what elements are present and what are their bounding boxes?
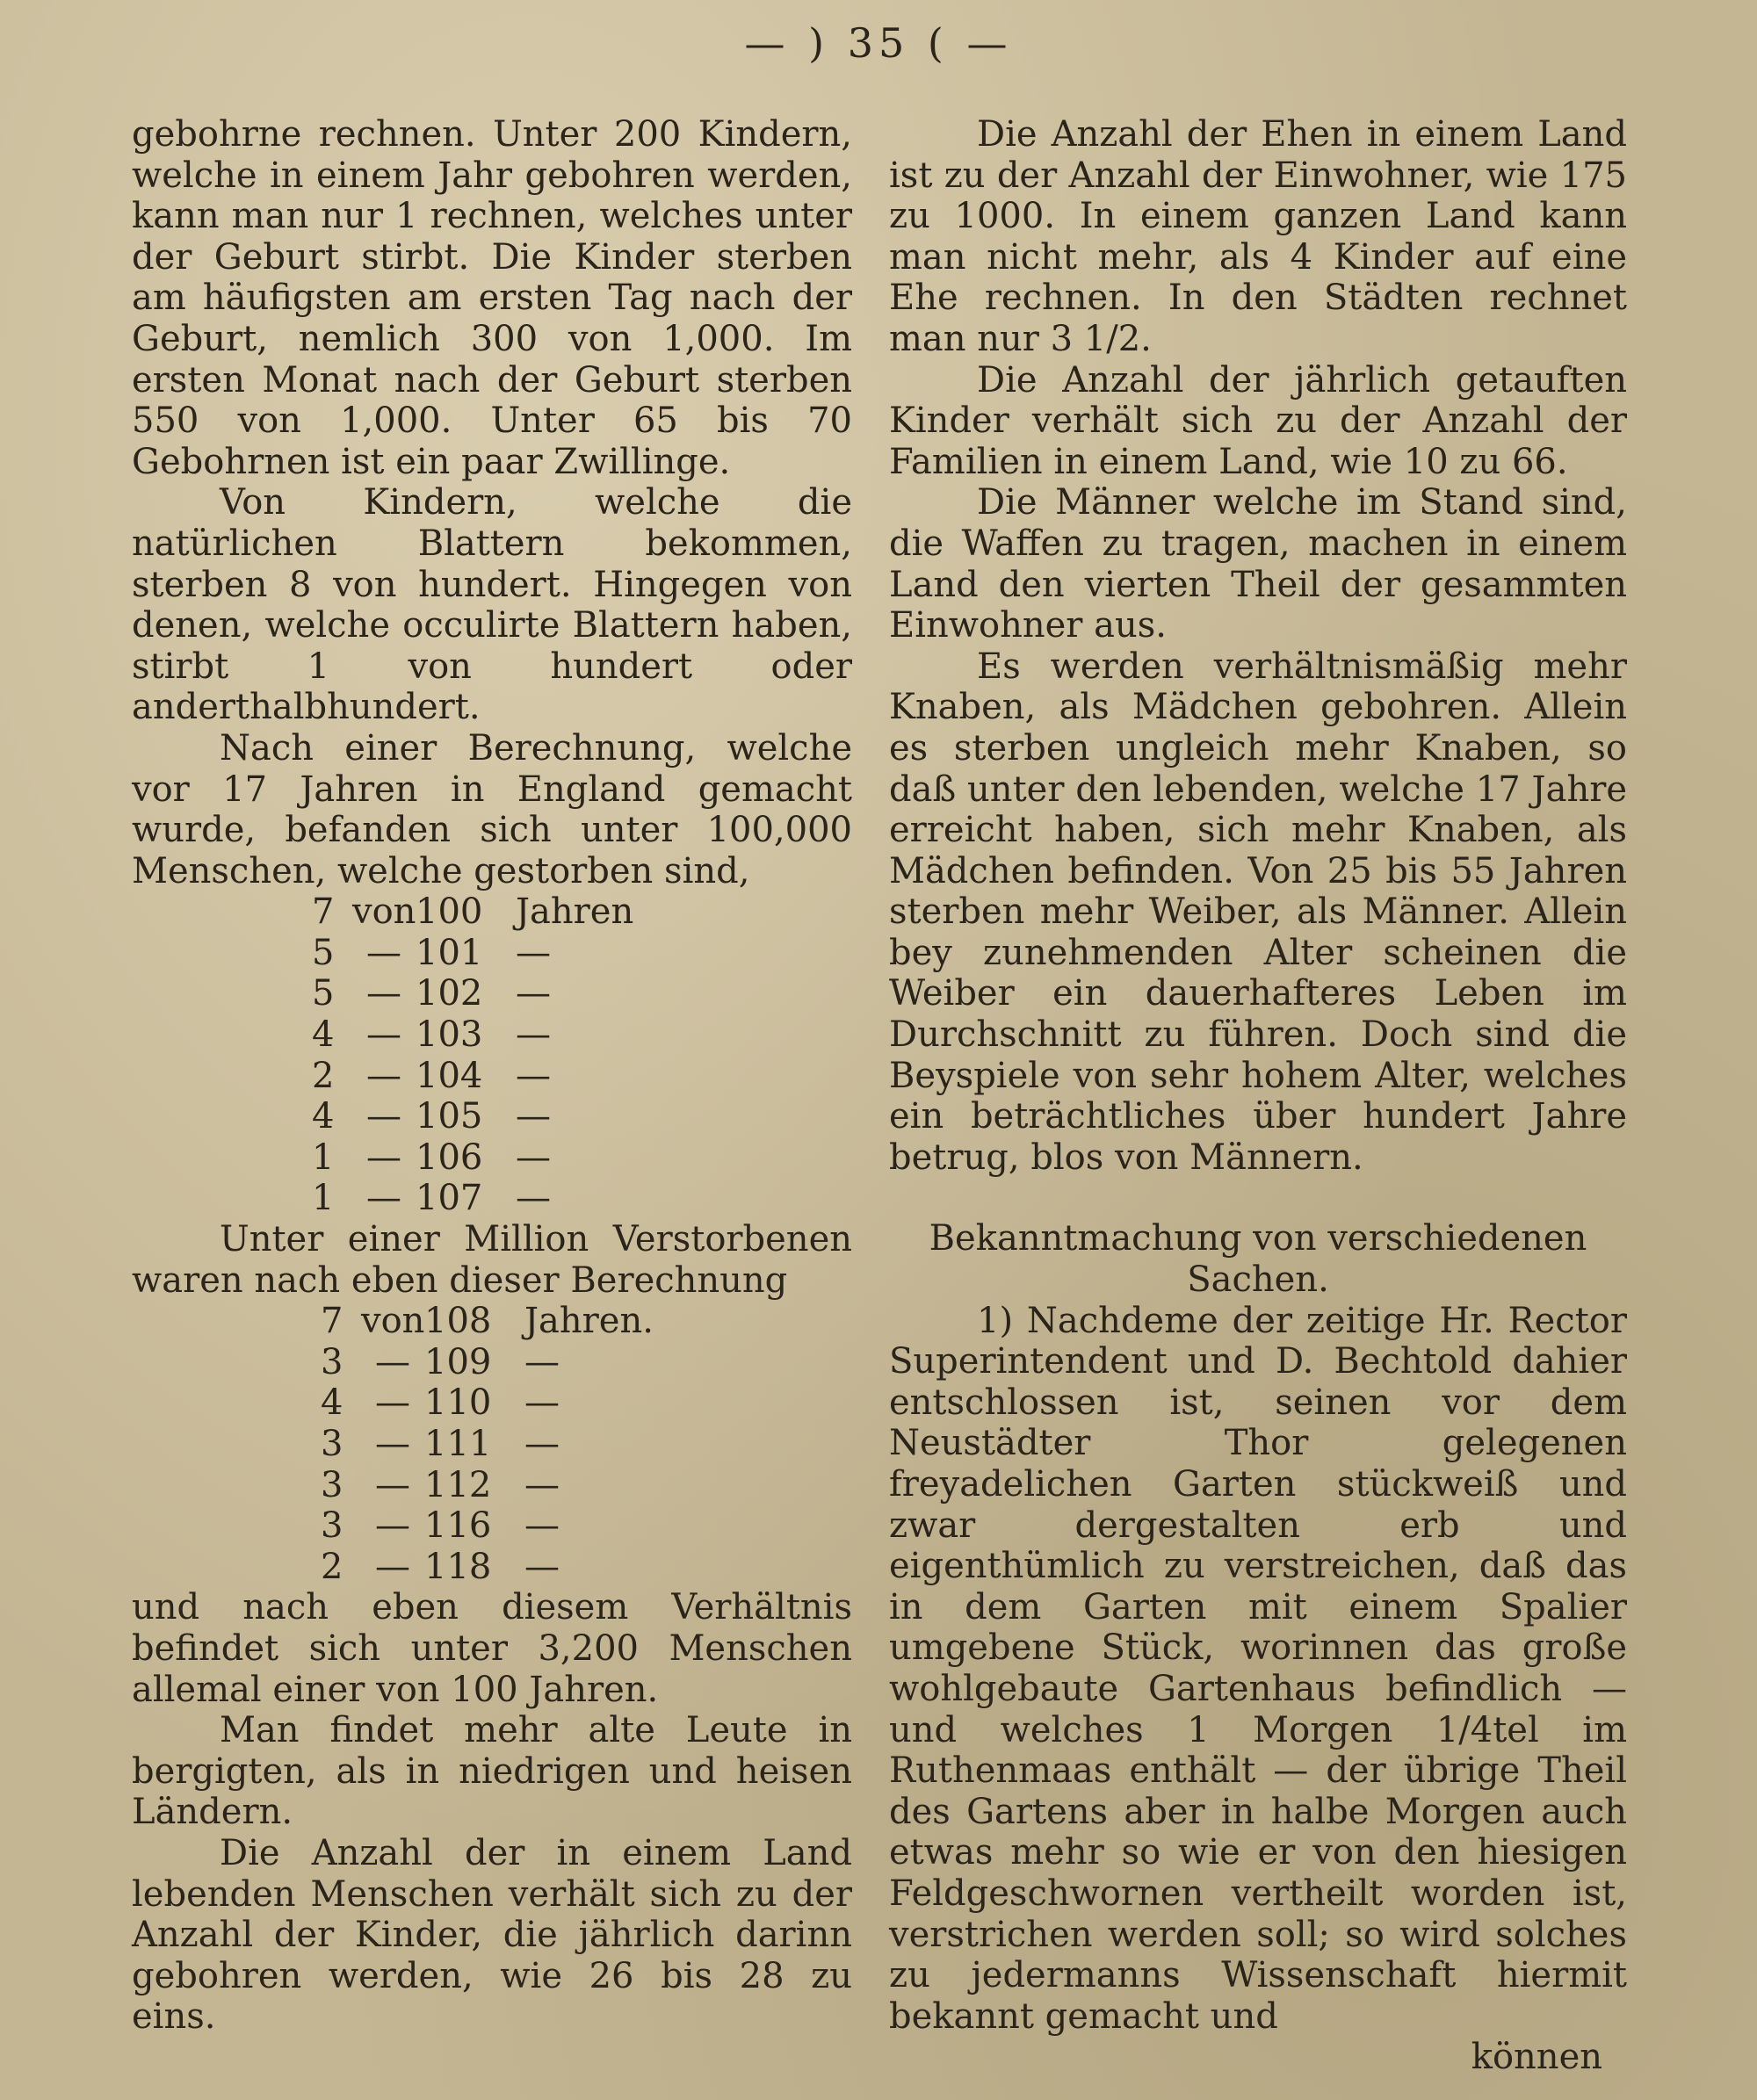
unit-cell: Jahren. — [524, 1301, 654, 1342]
count-cell: 7 — [321, 1301, 343, 1342]
table-row — [132, 1505, 852, 1547]
unit-cell: — — [524, 1382, 560, 1424]
table-row — [132, 891, 852, 933]
separator-cell: — — [375, 1341, 410, 1382]
separator-cell: von — [352, 891, 416, 933]
page-number-header: — ) 35 ( — — [744, 19, 1013, 67]
table-row — [132, 1465, 852, 1506]
table-row — [132, 1342, 852, 1383]
paragraph-births: gebohrne rechnen. Unter 200 Kindern, welche in einem Jahr gebohren werden, kann man nur 1 rechnen, welches unter der Geburt stirbt. Die Kinder sterben am häufigsten am ersten Tag nach der Geburt, nemlich 300 von 1,000. Im ersten Monat nach der Geburt sterben 550 von 1,000. Unter 65 bis 70 Gebohrnen ist ein paar Zwillinge. — [132, 114, 852, 482]
age-table-100000 — [132, 891, 852, 1219]
separator-cell: — — [375, 1505, 410, 1547]
age-cell: 107 — [416, 1178, 483, 1219]
separator-cell: — — [366, 1178, 401, 1219]
unit-cell: — — [516, 1178, 551, 1219]
left-column — [132, 114, 852, 2038]
count-cell: 4 — [312, 1096, 335, 1137]
age-cell: 116 — [424, 1505, 492, 1547]
right-column — [889, 114, 1627, 2078]
paragraph-england-calculation: Nach einer Berechnung, welche vor 17 Jahren in England gemacht wurde, befanden sich unter 100,000 Menschen, welche gestorben sind, — [132, 727, 852, 891]
unit-cell: — — [516, 1096, 551, 1137]
count-cell: 3 — [321, 1505, 343, 1547]
table-row — [132, 933, 852, 974]
count-cell: 5 — [312, 973, 335, 1014]
separator-cell: — — [375, 1424, 410, 1464]
age-cell: 102 — [416, 973, 483, 1014]
paragraph-men-arms: Die Männer welche im Stand sind, die Waffen zu tragen, machen in einem Land den vierten Theil der gesammten Einwohner aus. — [889, 482, 1627, 646]
unit-cell: — — [524, 1341, 560, 1382]
separator-cell: — — [366, 1096, 401, 1137]
age-cell: 109 — [424, 1341, 492, 1382]
separator-cell: — — [375, 1382, 410, 1424]
count-cell: 3 — [321, 1424, 343, 1464]
count-cell: 5 — [312, 932, 335, 973]
table-row — [132, 973, 852, 1014]
table-row — [132, 1178, 852, 1219]
count-cell: 1 — [312, 1178, 335, 1219]
age-cell: 110 — [424, 1382, 492, 1424]
paragraph-million: Unter einer Million Verstorbenen waren nach eben dieser Berechnung — [132, 1219, 852, 1301]
count-cell: 1 — [312, 1137, 335, 1178]
age-cell: 100 — [416, 891, 483, 933]
unit-cell: — — [524, 1546, 560, 1587]
unit-cell: Jahren — [516, 891, 634, 933]
age-cell: 118 — [424, 1546, 492, 1587]
table-row — [132, 1014, 852, 1056]
catchword: können — [1471, 2037, 1602, 2078]
age-cell: 103 — [416, 1014, 483, 1056]
paragraph-marriages: Die Anzahl der Ehen in einem Land ist zu der Anzahl der Einwohner, wie 175 zu 1000. In einem ganzen Land kann man nicht mehr, als 4 Kinder auf eine Ehe rechnen. In den Städten rechnet man nur 3 1/2. — [889, 114, 1627, 359]
unit-cell: — — [516, 1055, 551, 1096]
unit-cell: — — [516, 932, 551, 973]
age-cell: 104 — [416, 1055, 483, 1096]
paragraph-population-ratio: Die Anzahl der in einem Land lebenden Menschen verhält sich zu der Anzahl der Kinder, die jährlich darinn gebohren werden, wie 26 bis 28 zu eins. — [132, 1832, 852, 2038]
table-row — [132, 1382, 852, 1424]
announcement-heading-line-1: Bekanntmachung von verschiedenen — [929, 1218, 1587, 1259]
separator-cell: — — [366, 932, 401, 973]
age-cell: 106 — [416, 1137, 483, 1178]
paragraph-old-people: Man findet mehr alte Leute in bergigten, als in niedrigen und heisen Ländern. — [132, 1710, 852, 1833]
count-cell: 4 — [312, 1014, 335, 1056]
age-cell: 108 — [424, 1301, 492, 1342]
announcement-heading — [889, 1218, 1627, 1300]
table-row — [132, 1137, 852, 1179]
unit-cell: — — [524, 1424, 560, 1464]
table-row — [132, 1424, 852, 1465]
unit-cell: — — [516, 1137, 551, 1178]
separator-cell: — — [366, 1014, 401, 1056]
separator-cell: — — [366, 1055, 401, 1096]
count-cell: 2 — [312, 1055, 335, 1096]
unit-cell: — — [516, 973, 551, 1014]
unit-cell: — — [524, 1505, 560, 1547]
paragraph-ratio-3200: und nach eben diesem Verhältnis befindet sich unter 3,200 Menschen allemal einer von 100 Jahren. — [132, 1587, 852, 1710]
age-cell: 111 — [424, 1424, 492, 1464]
separator-cell: — — [366, 1137, 401, 1178]
age-table-million — [132, 1301, 852, 1587]
table-row — [132, 1056, 852, 1097]
count-cell: 2 — [321, 1546, 343, 1587]
paragraph-smallpox: Von Kindern, welche die natürlichen Blattern bekommen, sterben 8 von hundert. Hingegen von denen, welche occulirte Blattern haben, stirbt 1 von hundert oder anderthalbhundert. — [132, 482, 852, 728]
age-cell: 112 — [424, 1464, 492, 1505]
announcement-heading-line-2: Sachen. — [1187, 1259, 1329, 1301]
count-cell: 4 — [321, 1382, 343, 1424]
unit-cell: — — [516, 1014, 551, 1056]
separator-cell: — — [366, 973, 401, 1014]
table-row — [132, 1096, 852, 1137]
separator-cell: von — [361, 1301, 425, 1342]
age-cell: 101 — [416, 932, 483, 973]
count-cell: 3 — [321, 1341, 343, 1382]
table-row — [132, 1547, 852, 1588]
paragraph-garden-announcement: 1) Nachdeme der zeitige Hr. Rector Superintendent und D. Bechtold dahier entschlossen ist, seinen vor dem Neustädter Thor gelegenen freyadelichen Garten stückweiß und zwar dergestalten erb und eigenthümlich zu verstreichen, daß das in dem Garten mit einem Spalier umgebene Stück, worinnen das große wohlgebaute Gartenhaus befindlich — und welches 1 Morgen 1/4tel im Ruthenmaas enthält — der übrige Theil des Gartens aber in halbe Morgen auch etwas mehr so wie er von den hiesigen Feldgeschwornen vertheilt worden ist, verstrichen werden soll; so wird solches zu jedermanns Wissenschaft hiermit bekannt gemacht und — [889, 1300, 1627, 2037]
age-cell: 105 — [416, 1096, 483, 1137]
separator-cell: — — [375, 1546, 410, 1587]
table-row — [132, 1301, 852, 1342]
separator-cell: — — [375, 1464, 410, 1505]
unit-cell: — — [524, 1464, 560, 1505]
paragraph-boys-girls: Es werden verhältnismäßig mehr Knaben, als Mädchen gebohren. Allein es sterben ungleich mehr Knaben, so daß unter den lebenden, welche 17 Jahre erreicht haben, sich mehr Knaben, als Mädchen befinden. Von 25 bis 55 Jahren sterben mehr Weiber, als Männer. Allein bey zunehmenden Alter scheinen die Weiber ein dauerhafteres Leben im Durchschnitt zu führen. Doch sind die Beyspiele von sehr hohem Alter, welches ein beträchtliches über hundert Jahre betrug, blos von Männern. — [889, 646, 1627, 1178]
paragraph-baptisms: Die Anzahl der jährlich getauften Kinder verhält sich zu der Anzahl der Familien in einem Land, wie 10 zu 66. — [889, 359, 1627, 482]
count-cell: 3 — [321, 1464, 343, 1505]
count-cell: 7 — [312, 891, 335, 933]
